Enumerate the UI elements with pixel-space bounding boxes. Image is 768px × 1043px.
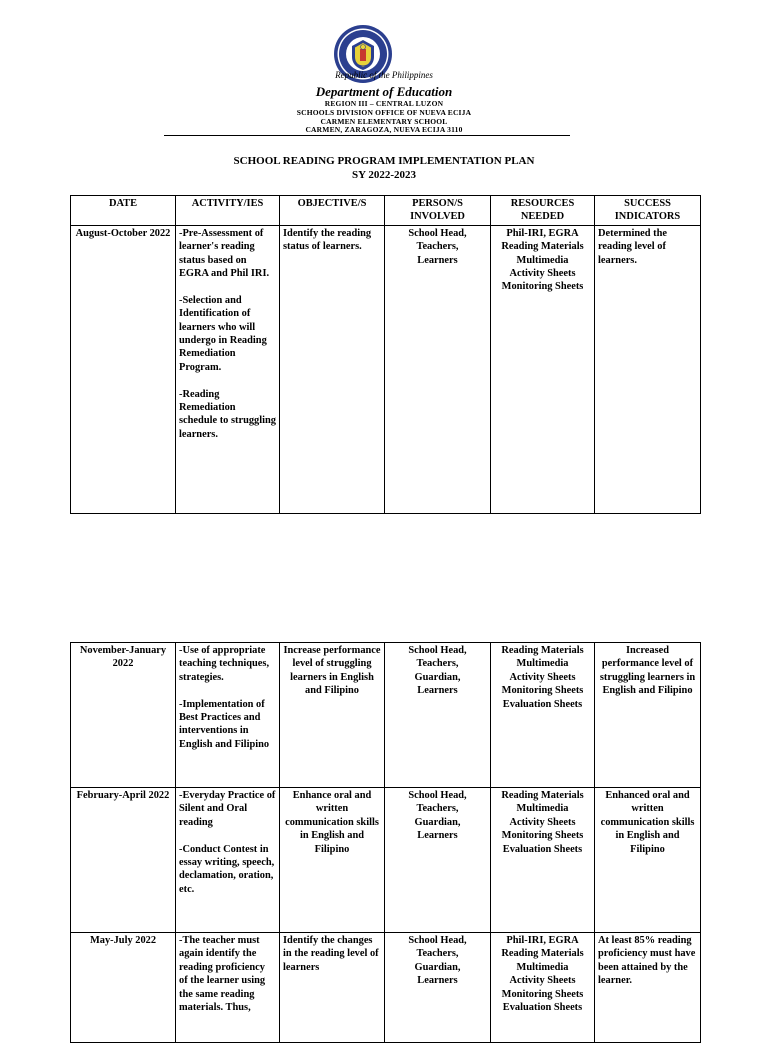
row-2-resource: Monitoring Sheets: [501, 685, 584, 697]
row-4-resource: Multimedia: [516, 961, 569, 973]
row-1-persons: [385, 225, 491, 513]
row-2-person: Teachers,: [416, 658, 459, 670]
row-2-persons: [385, 643, 491, 788]
row-1-activity-2: -Selection and Identification of learners who will undergo in Reading Remediation Program.: [179, 294, 267, 373]
row-3-activities: [176, 788, 280, 933]
row-3-date: February-April 2022: [71, 788, 176, 933]
row-2-activities: [176, 643, 280, 788]
row-2-date: November-January 2022: [71, 643, 176, 788]
row-4-resources: [491, 933, 595, 1043]
header-success: [595, 196, 701, 226]
row-4-resource: Phil-IRI, EGRA: [506, 935, 579, 946]
row-1-person: Learners: [417, 254, 458, 266]
row-4-activity-1: -The teacher must again identify the reading proficiency of the learner using the same reading materials. Thus,: [179, 935, 266, 1014]
row-1-resources: [491, 225, 595, 513]
row-4-resource: Monitoring Sheets: [501, 988, 584, 1000]
row-1-date: August-October 2022: [71, 225, 176, 513]
row-3-resource: Reading Materials: [501, 790, 584, 801]
row-3-resource: Activity Sheets: [509, 816, 576, 828]
row-2-person: School Head,: [408, 645, 467, 656]
document-title: SCHOOL READING PROGRAM IMPLEMENTATION PLAN: [233, 155, 535, 167]
row-1-resource: Reading Materials: [501, 241, 584, 253]
row-1-resource: Activity Sheets: [509, 268, 576, 280]
header-persons: [385, 196, 491, 226]
header-resources: [491, 196, 595, 226]
row-1-success: Determined the reading level of learners.: [595, 225, 701, 513]
table-header-row: [71, 196, 701, 226]
row-1-objective: Identify the reading status of learners.: [280, 225, 385, 513]
row-4-person: Teachers,: [416, 948, 459, 960]
row-4-persons: [385, 933, 491, 1043]
row-3-objective: Enhance oral and written communication skills in English and Filipino: [280, 788, 385, 933]
row-2-success: Increased performance level of struggling learners in English and Filipino: [595, 643, 701, 788]
row-3-person: Teachers,: [416, 803, 459, 815]
header-address: CARMEN, ZARAGOZA, NUEVA ECIJA 3110: [305, 125, 463, 134]
row-4-resource: Evaluation Sheets: [502, 1002, 583, 1014]
row-3-resources: [491, 788, 595, 933]
row-1-activity-1: -Pre-Assessment of learner's reading status based on EGRA and Phil IRI.: [179, 227, 270, 280]
row-3-resource: Multimedia: [516, 803, 569, 815]
row-4-activities: [176, 933, 280, 1043]
row-3-success: Enhanced oral and written communication skills in English and Filipino: [595, 788, 701, 933]
row-4-person: Guardian,: [414, 961, 461, 973]
header-persons-line-2: INVOLVED: [410, 211, 465, 223]
header-republic: Republic of the Philippines: [335, 70, 433, 80]
header-resources-line-2: NEEDED: [520, 211, 565, 223]
row-4-objective: Identify the changes in the reading level of learners: [280, 933, 385, 1043]
row-4-success: At least 85% reading proficiency must have been attained by the learner.: [595, 933, 701, 1043]
header-success-line-2: INDICATORS: [614, 211, 681, 223]
table-row: [71, 643, 701, 788]
row-3-resource: Monitoring Sheets: [501, 830, 584, 842]
row-1-activities: [176, 225, 280, 513]
row-1-resource: Monitoring Sheets: [501, 281, 584, 293]
row-4-person: Learners: [417, 975, 458, 987]
header-department: Department of Education: [315, 84, 453, 99]
row-2-person: Guardian,: [414, 671, 461, 683]
table-row: [71, 933, 701, 1043]
row-2-resources: [491, 643, 595, 788]
document-subtitle: SY 2022-2023: [351, 169, 417, 181]
row-1-person: Teachers,: [416, 241, 459, 253]
row-3-persons: [385, 788, 491, 933]
table-row: [71, 788, 701, 933]
header-division: SCHOOLS DIVISION OFFICE OF NUEVA ECIJA: [296, 108, 472, 117]
header-success-line-1: SUCCESS: [624, 198, 671, 209]
row-4-date: May-July 2022: [71, 933, 176, 1043]
row-1-activity-3: -Reading Remediation schedule to struggling learners.: [179, 388, 276, 440]
header-school: CARMEN ELEMENTARY SCHOOL: [320, 117, 448, 126]
row-4-person: School Head,: [408, 935, 467, 946]
header-persons-line-1: PERSON/S: [412, 198, 463, 209]
row-4-resource: Reading Materials: [501, 948, 584, 960]
row-3-person: School Head,: [408, 790, 467, 801]
header-objective: OBJECTIVE/S: [280, 196, 385, 226]
row-2-person: Learners: [417, 685, 458, 697]
row-3-activity-2: -Conduct Contest in essay writing, speech, declamation, oration, etc.: [179, 843, 275, 895]
row-2-activity-2: -Implementation of Best Practices and interventions in English and Filipino: [179, 698, 270, 750]
row-3-person: Guardian,: [414, 816, 461, 828]
row-2-resource: Multimedia: [516, 658, 569, 670]
header-date: DATE: [71, 196, 176, 226]
row-2-resource: Reading Materials: [501, 645, 584, 656]
row-1-resource: Phil-IRI, EGRA: [506, 227, 579, 239]
row-1-resource: Multimedia: [516, 254, 569, 266]
row-3-activity-1: -Everyday Practice of Silent and Oral reading: [179, 790, 276, 828]
plan-table-part-1: [70, 195, 701, 514]
row-4-resource: Activity Sheets: [509, 975, 576, 987]
row-2-resource: Evaluation Sheets: [502, 698, 583, 710]
header-region: REGION III – CENTRAL LUZON: [324, 99, 444, 108]
table-row: [71, 225, 701, 513]
row-2-activity-1: -Use of appropriate teaching techniques, strategies.: [179, 645, 270, 683]
row-3-person: Learners: [417, 830, 458, 842]
row-1-person: School Head,: [408, 227, 467, 239]
header-activity: ACTIVITY/IES: [176, 196, 280, 226]
row-2-resource: Activity Sheets: [509, 671, 576, 683]
plan-table-part-2: [70, 642, 701, 1043]
row-2-objective: Increase performance level of struggling learners in English and Filipino: [280, 643, 385, 788]
header-resources-line-1: RESOURCES: [510, 198, 575, 209]
header-divider: [164, 135, 570, 136]
row-3-resource: Evaluation Sheets: [502, 843, 583, 855]
